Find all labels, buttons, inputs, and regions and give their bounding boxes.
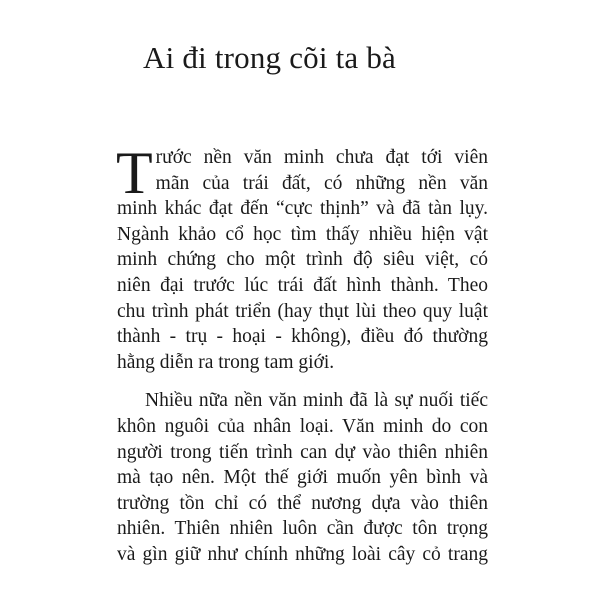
drop-cap: T [116, 140, 153, 206]
text-line: mãn của trái đất, có những nền văn [155, 172, 488, 194]
paragraph-1 [116, 140, 488, 375]
text-line: người trong tiến trình can dự vào thiên nhiên [117, 441, 488, 463]
text-line: và gìn giữ như chính những loài cây cỏ trang [117, 543, 488, 565]
text-line: Nhiều nữa nền văn minh đã là sự nuối tiếc [145, 390, 488, 412]
body-text [116, 140, 488, 568]
text-line: khôn nguôi của nhân loại. Văn minh do con [117, 415, 488, 437]
text-line: trường tồn chỉ có thể nương dựa vào thiên [117, 492, 488, 514]
paragraph-2 [117, 388, 488, 567]
text-line: mà tạo nên. Một thế giới muốn yên bình và [117, 467, 488, 489]
text-line: thành - trụ - hoại - không), điều đó thường [117, 326, 488, 348]
text-line: hằng diễn ra trong tam giới. [117, 351, 335, 373]
chapter-title: Ai đi trong cõi ta bà [143, 40, 397, 75]
text-line: nhiên. Thiên nhiên luôn cần được tôn trọng [117, 518, 488, 540]
text-line: niên đại trước lúc trái đất hình thành. Theo [117, 274, 488, 296]
text-line: Ngành khảo cổ học tìm thấy nhiều hiện vật [117, 223, 488, 245]
text-line: minh khác đạt đến “cực thịnh” và đã tàn lụy. [117, 198, 488, 220]
text-line: minh chứng cho một trình độ siêu việt, có [117, 249, 488, 271]
text-line: chu trình phát triển (hay thụt lùi theo quy luật [117, 300, 488, 322]
text-line: rước nền văn minh chưa đạt tới viên [155, 147, 488, 168]
